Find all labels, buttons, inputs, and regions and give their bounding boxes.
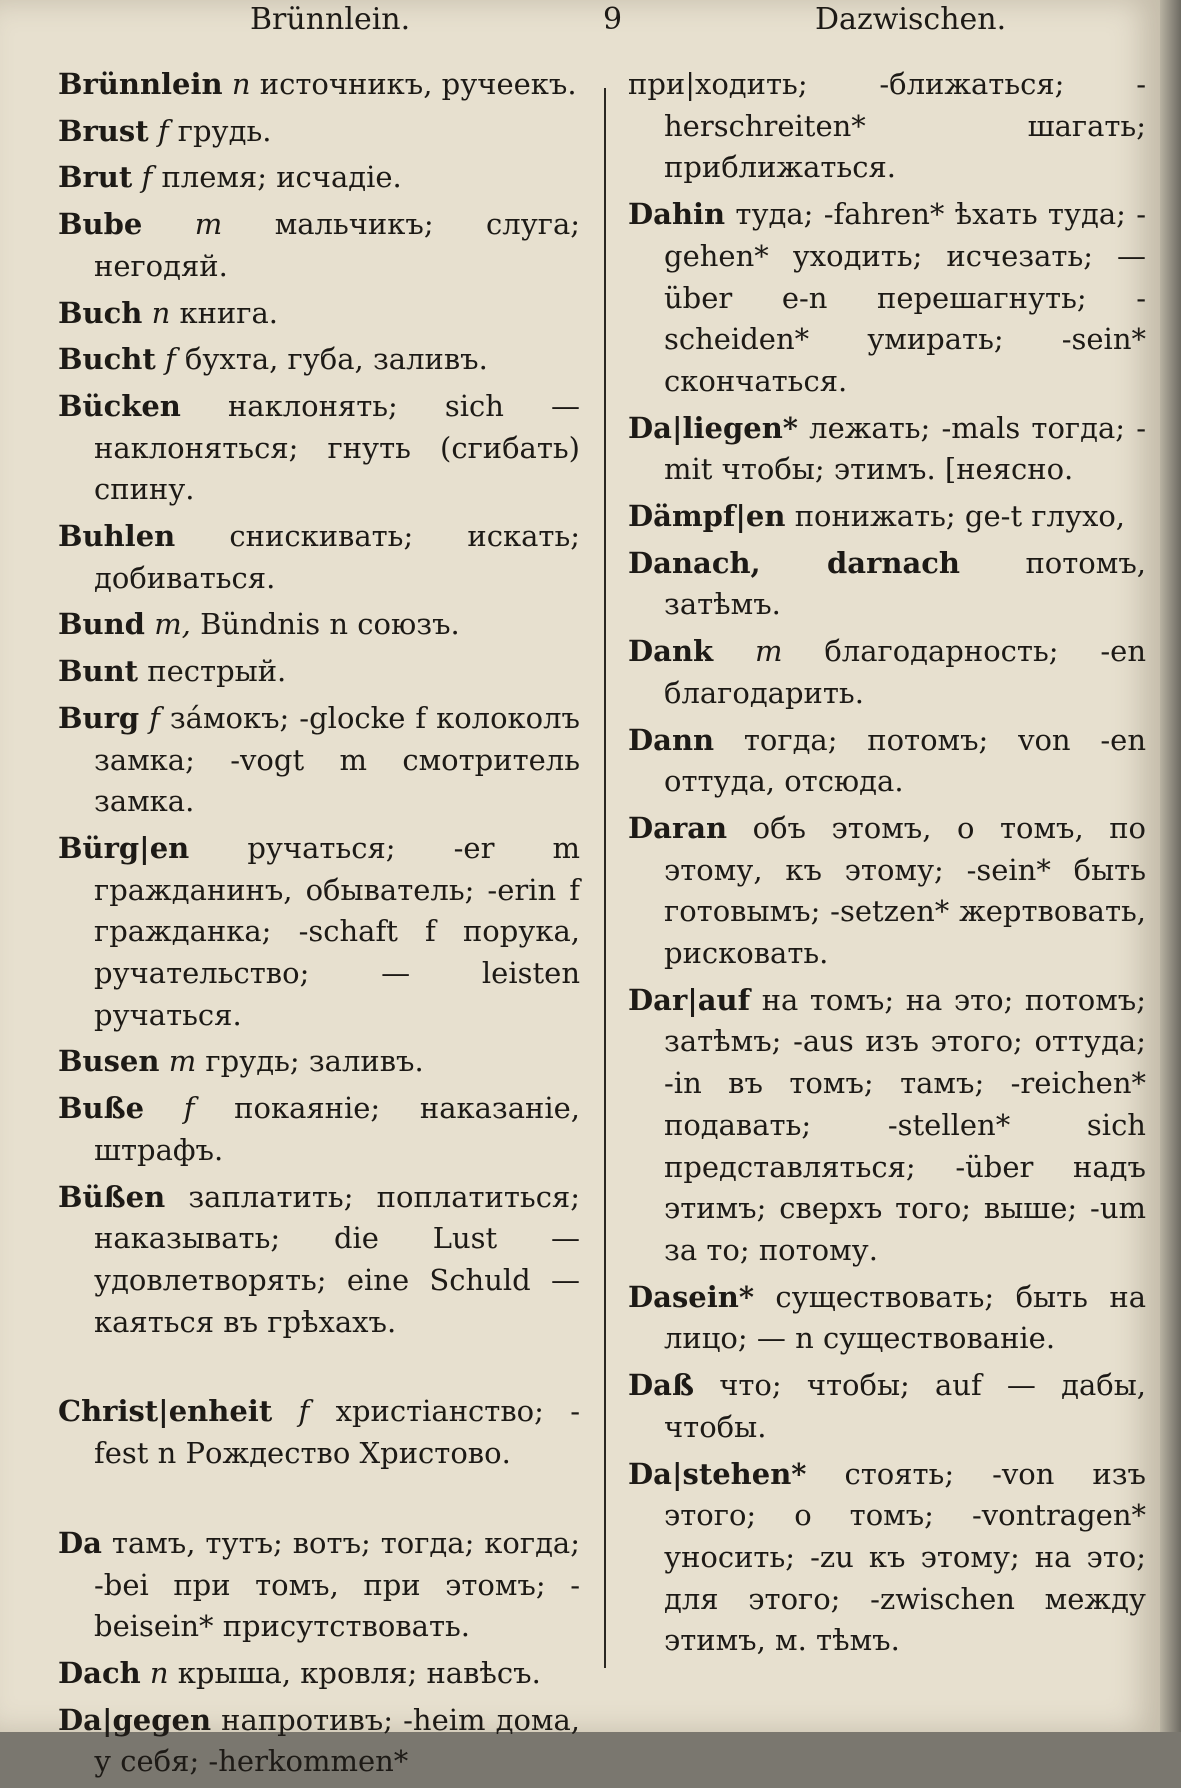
- entry-headword: Brut: [58, 160, 133, 195]
- entry-definition: Bündnis n союзъ.: [190, 607, 460, 642]
- dictionary-entry: [628, 808, 1146, 975]
- left-column: [58, 64, 580, 1788]
- entry-definition: тогда; потомъ; von -en оттуда, отсюда.: [664, 722, 1146, 799]
- entry-headword: Busen: [58, 1044, 160, 1079]
- entry-definition: напротивъ; -heim дома, у себя; -herkommen*: [94, 1702, 580, 1779]
- entry-gender: m: [168, 1044, 197, 1079]
- entry-definition: туда; -fahren* ѣхать туда; -gehen* уходить; исчезать; — über e-n перешагнуть; -scheiden* умирать; -sein* скончаться.: [664, 197, 1147, 398]
- entry-headword: Burg: [58, 700, 140, 735]
- entry-headword: Bube: [58, 207, 143, 242]
- dictionary-entry: [628, 543, 1146, 626]
- entry-gender: f: [164, 342, 176, 377]
- entry-gender: m,: [154, 607, 191, 642]
- entry-definition: существовать; быть на лицо; — n существованіе.: [664, 1279, 1146, 1356]
- dictionary-entry: [58, 1041, 580, 1083]
- dictionary-entry: [58, 157, 580, 199]
- entry-definition: книга.: [170, 295, 278, 330]
- dictionary-entry: [58, 698, 580, 823]
- dictionary-entry: [628, 980, 1146, 1272]
- dictionary-entry: [58, 516, 580, 599]
- entry-definition: покаяніе; наказаніе, штрафъ.: [94, 1091, 580, 1167]
- entry-definition: лежать; -mals тогда; -mit чтобы; этимъ. [неясно.: [664, 410, 1147, 487]
- dictionary-entry: [628, 631, 1146, 714]
- dictionary-entry: [58, 386, 580, 511]
- entry-headword: Bücken: [58, 388, 181, 423]
- entry-headword: Brust: [58, 113, 149, 148]
- entry-gender: m: [754, 634, 783, 669]
- entry-definition: понижать; ge-t глухо,: [794, 499, 1126, 534]
- entry-definition: стоять; -von изъ этого; о томъ; -vontragen* уносить; -zu къ этому; на это; для этого; -zwischen между этимъ, м. тѣмъ.: [664, 1456, 1146, 1658]
- entry-definition: христіанство; -fest n Рождество Христово.: [94, 1394, 580, 1471]
- entry-definition: грудь.: [168, 113, 272, 148]
- entry-definition: объ этомъ, о томъ, по этому, къ этому; -sein* быть готовымъ; -setzen* жертвовать, рисковать.: [664, 810, 1146, 971]
- header-right-guide-word: Dazwischen.: [815, 2, 1007, 37]
- entry-definition: при|ходить; -ближаться; -herschreiten* шагать; приближаться.: [628, 67, 1146, 185]
- entry-gender: f: [149, 700, 160, 735]
- entry-headword: Dach: [58, 1655, 141, 1690]
- entry-headword: Buch: [58, 295, 143, 330]
- dictionary-entry: [58, 1700, 580, 1783]
- entry-definition: грудь; заливъ.: [196, 1044, 424, 1079]
- entry-definition: потомъ, затѣмъ.: [664, 545, 1146, 622]
- dictionary-entry: [58, 1177, 580, 1344]
- entry-gender: f: [183, 1091, 195, 1126]
- book-edge: [1160, 0, 1181, 1732]
- entry-definition: наклонять; sich — наклоняться; гнуть (сгибать) спину.: [94, 388, 580, 507]
- right-column: [628, 64, 1146, 1667]
- entry-headword: Dämpf|en: [628, 499, 786, 534]
- running-header: [0, 0, 1160, 50]
- column-divider: [604, 88, 606, 1668]
- entry-gender: f: [298, 1394, 310, 1429]
- entry-headword: Dahin: [628, 197, 726, 232]
- entry-definition: зáмокъ; -glocke f колоколъ замка; -vogt m смотритель замка.: [94, 700, 580, 819]
- entry-headword: Buhlen: [58, 519, 176, 554]
- entry-headword: Dasein*: [628, 1279, 754, 1314]
- dictionary-entry: [58, 1653, 580, 1695]
- entry-headword: Bucht: [58, 342, 156, 377]
- dictionary-entry: [58, 204, 580, 287]
- dictionary-entry: [58, 1523, 580, 1648]
- dictionary-entry: [58, 111, 580, 153]
- entry-definition: племя; исчадіе.: [152, 160, 402, 195]
- entry-headword: Da|liegen*: [628, 410, 798, 445]
- entry-headword: Bunt: [58, 654, 139, 689]
- entry-gender: m: [194, 207, 223, 242]
- entry-headword: Dank: [628, 634, 714, 669]
- entry-headword: Daß: [628, 1368, 694, 1403]
- dictionary-entry: [628, 496, 1146, 538]
- entry-gender: n: [151, 295, 171, 330]
- entry-gender: n: [231, 67, 251, 101]
- entry-gender: n: [149, 1655, 169, 1690]
- entry-headword: Da|gegen: [58, 1702, 212, 1737]
- dictionary-entry: [628, 1454, 1146, 1663]
- entry-headword: Bund: [58, 607, 145, 642]
- entry-gender: f: [141, 160, 153, 195]
- page-number: 9: [603, 2, 623, 37]
- entry-definition: что; чтобы; auf — дабы, чтобы.: [664, 1368, 1146, 1444]
- entry-definition: пестрый.: [147, 654, 287, 689]
- dictionary-entry: [58, 1391, 580, 1474]
- entry-definition: мальчикъ; слуга; негодяй.: [94, 207, 581, 283]
- dictionary-entry: [628, 1365, 1146, 1448]
- dictionary-entry: [628, 64, 1146, 189]
- dictionary-entry: [628, 194, 1146, 403]
- entry-headword: Bürg|en: [58, 830, 190, 865]
- entry-definition: источникъ, ручеекъ.: [250, 67, 577, 101]
- entry-definition: крыша, кровля; навѣсъ.: [168, 1655, 541, 1690]
- entry-definition: ручаться; -er m гражданинъ, обыватель; -erin f гражданка; -schaft f порука, ручательство; — leisten ручаться.: [94, 830, 580, 1032]
- dictionary-entry: [58, 1088, 580, 1171]
- dictionary-entry: [58, 64, 580, 106]
- entry-definition: благодарность; -en благодарить.: [664, 634, 1146, 710]
- header-left-guide-word: Brünnlein.: [250, 2, 411, 37]
- dictionary-entry: [628, 1277, 1146, 1360]
- dictionary-entry: [58, 828, 580, 1037]
- dictionary-entry: [58, 293, 580, 335]
- entry-headword: Daran: [628, 810, 728, 845]
- entry-headword: Dann: [628, 722, 715, 757]
- entry-definition: снискивать; искать; добиваться.: [94, 519, 581, 595]
- entry-headword: Büßen: [58, 1179, 166, 1214]
- entry-headword: Da: [58, 1525, 102, 1560]
- dictionary-entry: [628, 408, 1146, 491]
- entry-definition: заплатить; поплатиться; наказывать; die Lust — удовлетворять; eine Schuld — каяться въ грѣхахъ.: [94, 1179, 580, 1339]
- dictionary-entry: [58, 651, 580, 693]
- entry-headword: Da|stehen*: [628, 1456, 807, 1491]
- entry-headword: Brünnlein: [58, 67, 223, 101]
- entry-definition: тамъ, тутъ; вотъ; тогда; когда; -bei при томъ, при этомъ; -beisein* присутствовать.: [94, 1525, 580, 1644]
- dictionary-entry: [58, 604, 580, 646]
- entry-definition: бухта, губа, заливъ.: [175, 342, 488, 377]
- dictionary-entry: [58, 339, 580, 381]
- dictionary-entry: [628, 720, 1146, 803]
- entry-headword: Buße: [58, 1091, 145, 1126]
- entry-gender: f: [157, 113, 169, 148]
- entry-headword: Dar|auf: [628, 982, 751, 1017]
- entry-headword: Danach, darnach: [628, 545, 960, 580]
- entry-definition: на томъ; на это; потомъ; затѣмъ; -aus изъ этого; оттуда; -in въ томъ; тамъ; -reichen* подавать; -stellen* sich представляться; -über надъ этимъ; сверхъ того; выше; -um за то; потому.: [664, 982, 1147, 1267]
- entry-headword: Christ|enheit: [58, 1394, 273, 1429]
